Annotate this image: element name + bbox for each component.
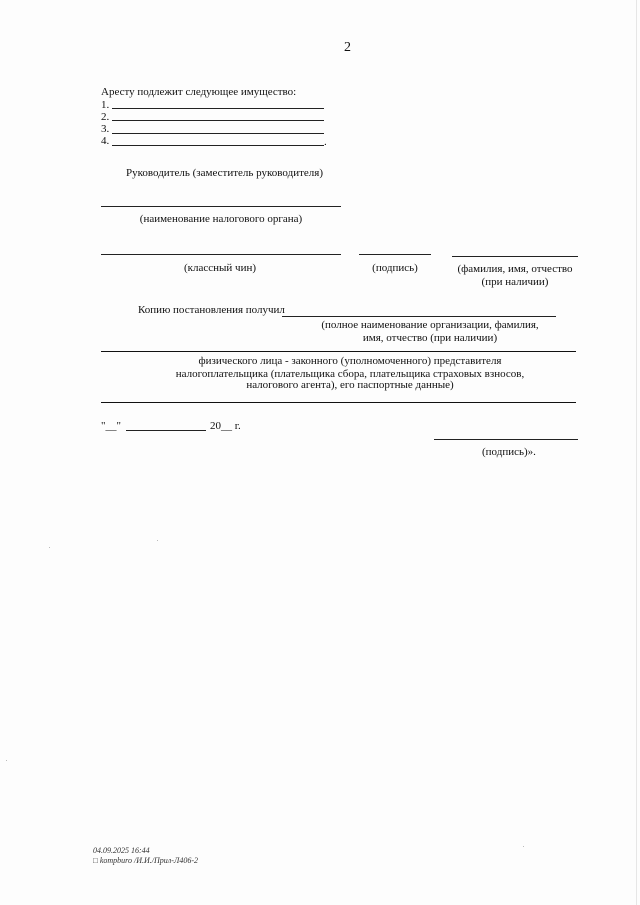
scan-edge — [636, 0, 637, 905]
scan-speck — [157, 540, 158, 541]
property-item-4-line — [112, 145, 324, 146]
footer-timestamp: 04.09.2025 16:44 — [93, 846, 150, 855]
property-item-4-number: 4. — [101, 135, 110, 147]
head-signature-line — [359, 254, 431, 255]
property-heading: Аресту подлежит следующее имущество: — [101, 86, 297, 98]
class-rank-line — [101, 254, 341, 255]
date-day: "__" — [101, 420, 121, 432]
copy-received-label: Копию постановления получил — [138, 304, 285, 316]
copy-caption-line1: (полное наименование организации, фамилия, — [321, 319, 539, 331]
head-name-caption-line1: (фамилия, имя, отчество — [457, 263, 573, 275]
passport-data-line — [101, 402, 576, 403]
scan-speck — [49, 547, 50, 548]
head-name-line — [452, 256, 578, 257]
property-item-3-number: 3. — [101, 123, 110, 135]
copy-caption-line5: налогового агента), его паспортные данные) — [246, 379, 454, 391]
copy-received-line — [282, 316, 556, 317]
org-name-caption: (наименование налогового органа) — [139, 213, 303, 225]
property-item-1-number: 1. — [101, 99, 110, 111]
org-name-line — [101, 206, 341, 207]
copy-continuation-line — [101, 351, 576, 352]
head-signature-caption: (подпись) — [372, 262, 418, 274]
head-title: Руководитель (заместитель руководителя) — [126, 167, 323, 179]
receiver-signature-caption: (подпись)». — [482, 446, 536, 458]
copy-caption-line4: налогоплательщика (плательщика сбора, плательщика страховых взносов, — [175, 368, 525, 380]
scan-speck — [523, 846, 524, 847]
scan-speck — [6, 760, 7, 761]
date-month-line — [126, 430, 206, 431]
copy-caption-line3: физического лица - законного (уполномоченного) представителя — [198, 355, 502, 367]
class-rank-caption: (классный чин) — [183, 262, 257, 274]
receiver-signature-line — [434, 439, 578, 440]
property-item-2-line — [112, 120, 324, 121]
property-item-1-line — [112, 108, 324, 109]
property-list-terminator: . — [324, 136, 327, 148]
copy-caption-line2: имя, отчество (при наличии) — [362, 332, 498, 344]
property-item-3-line — [112, 133, 324, 134]
head-name-caption-line2: (при наличии) — [481, 276, 549, 288]
page-number: 2 — [344, 40, 351, 55]
property-item-2-number: 2. — [101, 111, 110, 123]
date-year: 20__ г. — [210, 420, 241, 432]
footer-file-path: □ kompburo /И.И./Прил-Л406-2 — [93, 856, 198, 865]
